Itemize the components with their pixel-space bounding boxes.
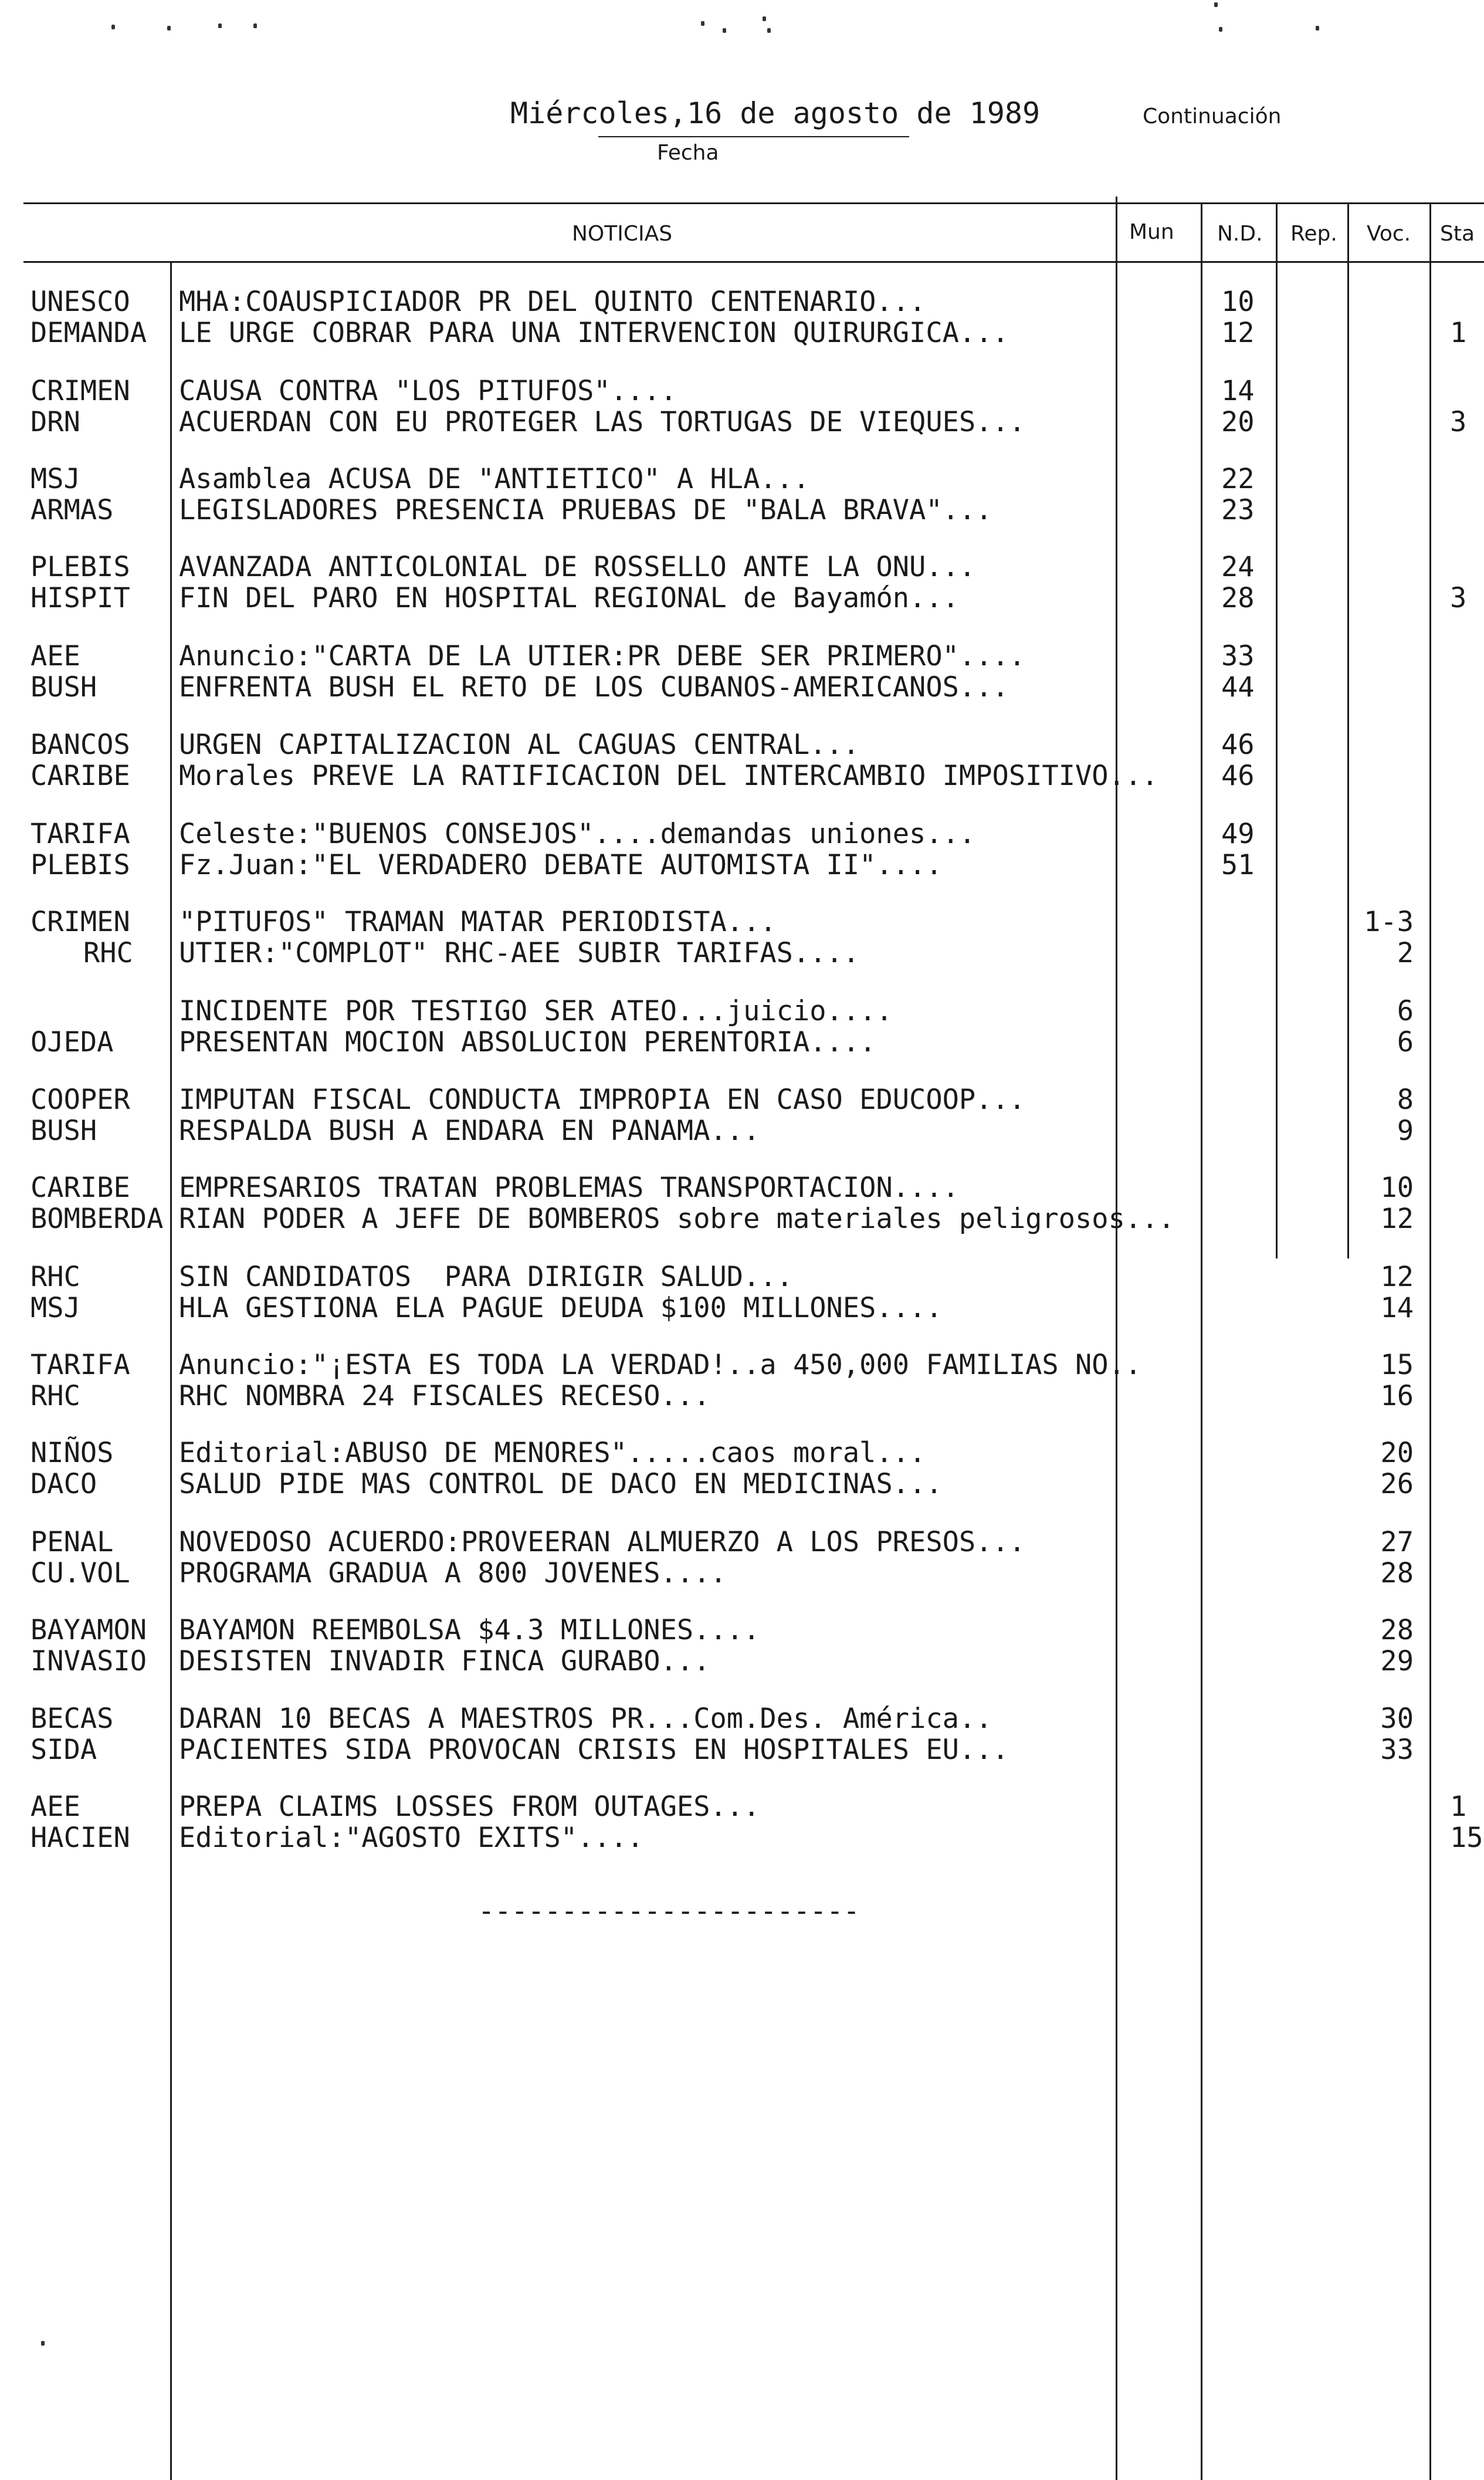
row-voc-page: 16 [1380,1380,1414,1412]
row-nd-page: 46 [1221,729,1255,761]
row-headline: PRESENTAN MOCION ABSOLUCION PERENTORIA.... [179,1026,876,1058]
row-voc-page: 28 [1380,1614,1414,1646]
row-headline: LEGISLADORES PRESENCIA PRUEBAS DE "BALA BRAVA"... [179,494,992,526]
row-section-tag: BUSH [31,1115,97,1147]
row-headline: SALUD PIDE MAS CONTROL DE DACO EN MEDICINAS... [179,1468,943,1500]
row-headline: Asamblea ACUSA DE "ANTIETICO" A HLA... [179,463,810,495]
row-section-tag: DRN [31,406,80,438]
row-sta-page: 1 [1450,317,1467,349]
row-section-tag: AEE [31,1791,80,1823]
row-headline: Editorial:"AGOSTO EXITS".... [179,1822,644,1854]
row-voc-page: 27 [1380,1526,1414,1558]
row-headline: Anuncio:"CARTA DE LA UTIER:PR DEBE SER PRIMERO".... [179,640,1026,672]
row-voc-page: 8 [1397,1084,1414,1116]
row-voc-page: 6 [1397,1026,1414,1058]
row-nd-page: 22 [1221,463,1255,495]
row-headline: "PITUFOS" TRAMAN MATAR PERIODISTA... [179,906,777,938]
row-nd-page: 10 [1221,286,1255,318]
row-headline: NOVEDOSO ACUERDO:PROVEERAN ALMUERZO A LOS PRESOS... [179,1526,1026,1558]
row-headline: EMPRESARIOS TRATAN PROBLEMAS TRANSPORTACION.... [179,1172,959,1204]
scan-speck [723,28,726,33]
scan-speck [41,2341,45,2346]
row-voc-page: 2 [1397,937,1414,969]
row-section-tag: INVASIO [31,1645,147,1677]
row-section-tag: PENAL [31,1526,114,1558]
row-nd-page: 46 [1221,760,1255,792]
row-nd-page: 12 [1221,317,1255,349]
row-voc-page: 20 [1380,1437,1414,1469]
row-nd-page: 28 [1221,582,1255,614]
row-voc-page: 33 [1380,1734,1414,1766]
row-section-tag: OJEDA [31,1026,114,1058]
row-section-tag: BOMBERDA [31,1203,164,1235]
row-section-tag: BANCOS [31,729,130,761]
row-voc-page: 28 [1380,1557,1414,1589]
col-divider-tag [170,262,172,2480]
continuation-label: Continuación [1143,104,1282,128]
row-nd-page: 44 [1221,671,1255,703]
row-nd-page: 33 [1221,640,1255,672]
row-section-tag: CRIMEN [31,375,130,407]
row-section-tag: CARIBE [31,1172,130,1204]
row-section-tag: SIDA [31,1734,97,1766]
row-section-tag: UNESCO [31,286,130,318]
date-label: Fecha [657,141,719,165]
row-headline: RESPALDA BUSH A ENDARA EN PANAMA... [179,1115,760,1147]
row-headline: INCIDENTE POR TESTIGO SER ATEO...juicio.... [179,995,893,1027]
scan-speck [253,23,257,28]
row-headline: Editorial:ABUSO DE MENORES".....caos moral... [179,1437,926,1469]
row-sta-page: 15 [1450,1822,1483,1854]
row-voc-page: 29 [1380,1645,1414,1677]
row-headline: Morales PREVE LA RATIFICACION DEL INTERCAMBIO IMPOSITIVO... [179,760,1158,792]
row-section-tag: NIÑOS [31,1437,114,1469]
report-date: Miércoles,16 de agosto de 1989 [510,96,1041,130]
row-section-tag: CARIBE [31,760,130,792]
row-voc-page: 9 [1397,1115,1414,1147]
row-section-tag: RHC [31,1261,80,1293]
row-headline: PROGRAMA GRADUA A 800 JOVENES.... [179,1557,727,1589]
row-section-tag: ARMAS [31,494,114,526]
row-sta-page: 3 [1450,582,1467,614]
row-headline: IMPUTAN FISCAL CONDUCTA IMPROPIA EN CASO EDUCOOP... [179,1084,1026,1116]
row-section-tag: TARIFA [31,818,130,850]
row-voc-page: 15 [1380,1349,1414,1381]
scan-speck [1316,26,1319,31]
row-section-tag: CRIMEN [31,906,130,938]
row-section-tag: HISPIT [31,582,130,614]
row-headline: RIAN PODER A JEFE DE BOMBEROS sobre materiales peligrosos... [179,1203,1175,1235]
row-section-tag: DACO [31,1468,97,1500]
scan-speck [767,28,771,33]
row-voc-page: 30 [1380,1703,1414,1735]
row-sta-page: 1 [1450,1791,1467,1823]
row-headline: FIN DEL PARO EN HOSPITAL REGIONAL de Bayamón... [179,582,959,614]
scan-speck [701,21,704,26]
row-section-tag: BECAS [31,1703,114,1735]
col-divider-nd [1201,202,1202,2480]
col-header-nd: N.D. [1217,222,1263,246]
row-section-tag: TARIFA [31,1349,130,1381]
row-headline: UTIER:"COMPLOT" RHC-AEE SUBIR TARIFAS.... [179,937,860,969]
row-nd-page: 24 [1221,551,1255,583]
row-headline: MHA:COAUSPICIADOR PR DEL QUINTO CENTENARIO... [179,286,926,318]
row-headline: SIN CANDIDATOS PARA DIRIGIR SALUD... [179,1261,793,1293]
scan-speck [218,23,222,28]
col-divider-mun [1116,197,1117,2480]
scan-speck [1219,27,1222,32]
row-nd-page: 20 [1221,406,1255,438]
col-header-rep: Rep. [1290,222,1337,246]
row-voc-page: 26 [1380,1468,1414,1500]
col-header-noticias: NOTICIAS [572,222,673,246]
row-section-tag: BUSH [31,671,97,703]
row-section-tag: DEMANDA [31,317,147,349]
row-headline: RHC NOMBRA 24 FISCALES RECESO... [179,1380,710,1412]
row-headline: URGEN CAPITALIZACION AL CAGUAS CENTRAL... [179,729,860,761]
row-voc-page: 12 [1380,1261,1414,1293]
row-headline: PREPA CLAIMS LOSSES FROM OUTAGES... [179,1791,760,1823]
scan-speck [1214,2,1218,7]
row-nd-page: 23 [1221,494,1255,526]
row-voc-page: 14 [1380,1292,1414,1324]
row-nd-page: 14 [1221,375,1255,407]
row-headline: DESISTEN INVADIR FINCA GURABO... [179,1645,710,1677]
row-voc-page: 6 [1397,995,1414,1027]
scan-speck [763,16,766,21]
row-headline: ACUERDAN CON EU PROTEGER LAS TORTUGAS DE VIEQUES... [179,406,1026,438]
row-headline: Celeste:"BUENOS CONSEJOS"....demandas uniones... [179,818,976,850]
col-header-mun: Mun [1129,220,1174,244]
row-section-tag: RHC [83,937,133,969]
row-nd-page: 49 [1221,818,1255,850]
row-section-tag: COOPER [31,1084,130,1116]
row-section-tag: HACIEN [31,1822,130,1854]
row-section-tag: RHC [31,1380,80,1412]
row-headline: DARAN 10 BECAS A MAESTROS PR...Com.Des. América.. [179,1703,992,1735]
row-voc-page: 12 [1380,1203,1414,1235]
row-headline: Anuncio:"¡ESTA ES TODA LA VERDAD!..a 450,000 FAMILIAS NO.. [179,1349,1142,1381]
row-headline: PACIENTES SIDA PROVOCAN CRISIS EN HOSPITALES EU... [179,1734,1009,1766]
row-voc-page: 1-3 [1364,906,1414,938]
row-nd-page: 51 [1221,849,1255,881]
scan-speck [167,26,171,31]
row-section-tag: PLEBIS [31,551,130,583]
row-headline: HLA GESTIONA ELA PAGUE DEUDA $100 MILLONES.... [179,1292,943,1324]
row-voc-page: 10 [1380,1172,1414,1204]
row-headline: CAUSA CONTRA "LOS PITUFOS".... [179,375,677,407]
row-headline: AVANZADA ANTICOLONIAL DE ROSSELLO ANTE LA ONU... [179,551,976,583]
table-header-rule [23,261,1484,263]
footer-rule: ----------------------- [478,1895,860,1927]
col-header-voc: Voc. [1367,222,1411,246]
row-headline: LE URGE COBRAR PARA UNA INTERVENCION QUIRURGICA... [179,317,1009,349]
row-sta-page: 3 [1450,406,1467,438]
col-header-sta: Sta [1440,222,1475,246]
row-headline: Fz.Juan:"EL VERDADERO DEBATE AUTOMISTA II".... [179,849,943,881]
row-section-tag: PLEBIS [31,849,130,881]
table-top-rule [23,202,1484,204]
date-underline [598,136,909,137]
row-section-tag: AEE [31,640,80,672]
scan-speck [111,25,115,29]
row-headline: ENFRENTA BUSH EL RETO DE LOS CUBANOS-AMERICANOS... [179,671,1009,703]
row-section-tag: BAYAMON [31,1614,147,1646]
row-section-tag: MSJ [31,463,80,495]
row-section-tag: CU.VOL [31,1557,130,1589]
col-divider-rep [1276,202,1278,1258]
row-headline: BAYAMON REEMBOLSA $4.3 MILLONES.... [179,1614,760,1646]
col-divider-voc [1347,202,1349,1258]
row-section-tag: MSJ [31,1292,80,1324]
col-divider-sta [1429,202,1431,2480]
